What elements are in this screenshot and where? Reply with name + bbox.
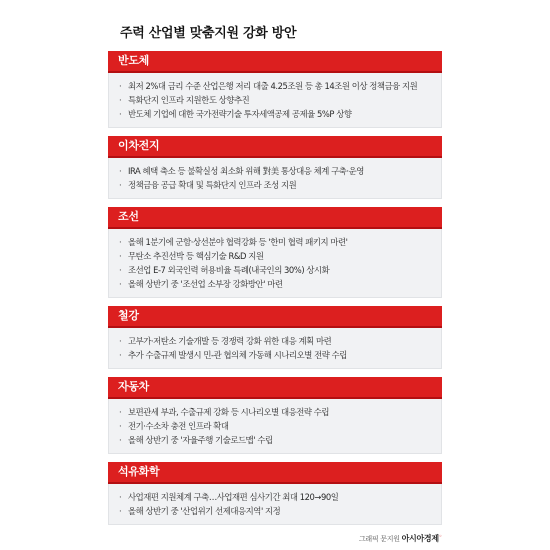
list-item: · 전기·수소차 충전 인프라 확대 xyxy=(119,421,229,431)
bullet-icon: · xyxy=(119,81,122,91)
bullet-icon: · xyxy=(119,350,122,360)
page-title: 주력 산업별 맞춤지원 강화 방안 xyxy=(120,26,297,41)
section-header: 철강 xyxy=(108,306,442,328)
bullet-icon: · xyxy=(119,265,122,275)
bullet-icon: · xyxy=(119,421,122,431)
infographic xyxy=(108,0,442,550)
section-secondary-battery xyxy=(108,136,442,199)
brand-logo: 아시아경제 xyxy=(401,534,439,543)
list-item: · 정책금융 공급 확대 및 특화단지 인프라 조성 지원 xyxy=(119,180,297,190)
section-header: 석유화학 xyxy=(108,462,442,484)
section-shipbuilding xyxy=(108,207,442,298)
bullet-icon: · xyxy=(119,251,122,261)
list-item: · 고부가·저탄소 기술개발 등 경쟁력 강화 위한 대응 계획 마련 xyxy=(119,336,332,346)
section-body xyxy=(108,73,442,128)
list-item: · 조선업 E-7 외국인력 허용비율 특례(내국인의 30%) 상시화 xyxy=(119,265,330,275)
section-body xyxy=(108,399,442,454)
section-header: 자동차 xyxy=(108,377,442,399)
section-petrochemical xyxy=(108,462,442,525)
list-item: · 사업재편 지원체계 구축…사업재편 심사기간 최대 120→90일 xyxy=(119,492,339,502)
section-body xyxy=(108,158,442,199)
list-item: · 반도체 기업에 대한 국가전략기술 투자세액공제 공제율 5%P 상향 xyxy=(119,109,352,119)
bullet-icon: · xyxy=(119,435,122,445)
list-item: · 올해 1분기에 군함·상선분야 협력강화 등 '한미 협력 패키지 마련' xyxy=(119,237,348,247)
list-item: · 최저 2%대 금리 수준 산업은행 저리 대출 4.25조원 등 총 14조원 이상 정책금융 지원 xyxy=(119,81,418,91)
bullet-icon: · xyxy=(119,180,122,190)
list-item: · 올해 상반기 중 '자율주행 기술로드맵' 수립 xyxy=(119,435,273,445)
sections xyxy=(108,51,442,525)
section-body xyxy=(108,484,442,525)
section-body xyxy=(108,229,442,298)
bullet-icon: · xyxy=(119,492,122,502)
section-header: 이차전지 xyxy=(108,136,442,158)
section-steel xyxy=(108,306,442,369)
section-header: 반도체 xyxy=(108,51,442,73)
credit-line xyxy=(359,533,442,544)
list-item: · 특화단지 인프라 지원한도 상향추진 xyxy=(119,95,250,105)
bullet-icon: · xyxy=(119,109,122,119)
bullet-icon: · xyxy=(119,237,122,247)
bullet-icon: · xyxy=(119,95,122,105)
credit-prefix: 그래픽 문지원 xyxy=(358,535,400,543)
bullet-icon: · xyxy=(119,336,122,346)
section-body xyxy=(108,328,442,369)
bullet-icon: · xyxy=(119,506,122,516)
section-header: 조선 xyxy=(108,207,442,229)
section-semiconductor xyxy=(108,51,442,128)
list-item: · 추가 수출규제 발생시 민-관 협의체 가동해 시나리오별 전략 수립 xyxy=(119,350,347,360)
bullet-icon: · xyxy=(119,279,122,289)
bullet-icon: · xyxy=(119,166,122,176)
section-automobile xyxy=(108,377,442,454)
list-item: · IRA 혜택 축소 등 불확실성 최소화 위해 對美 통상대응 체계 구축·운영 xyxy=(119,166,364,176)
list-item: · 무탄소 추진선박 등 핵심기술 R&D 지원 xyxy=(119,251,264,261)
brand-mark-icon: ◦ xyxy=(438,533,442,540)
bullet-icon: · xyxy=(119,407,122,417)
list-item: · 올해 상반기 중 '조선업 소부장 강화방안' 마련 xyxy=(119,279,283,289)
list-item: · 보편관세 부과, 수출규제 강화 등 시나리오별 대응전략 수립 xyxy=(119,407,330,417)
list-item: · 올해 상반기 중 '산업위기 선제대응지역' 지정 xyxy=(119,506,281,516)
